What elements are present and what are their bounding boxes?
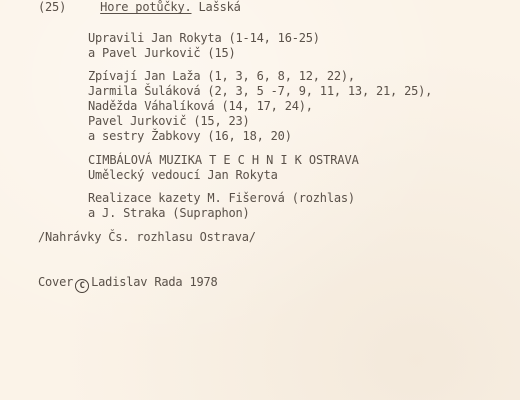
song-title: Hore potůčky. xyxy=(100,0,192,14)
singer-line: Zpívají Jan Laža (1, 3, 6, 8, 12, 22), xyxy=(88,69,355,83)
editors-line-2: a Pavel Jurkovič (15) xyxy=(88,46,236,60)
singer-line: Naděžda Váhalíková (14, 17, 24), xyxy=(88,99,313,113)
copyright-icon: C xyxy=(75,279,89,293)
track-number: (25) xyxy=(38,0,67,14)
ensemble-name: CIMBÁLOVÁ MUZIKA T E C H N I K OSTRAVA xyxy=(88,153,359,167)
cover-prefix: Cover xyxy=(38,275,74,289)
cover-credit-text: Ladislav Rada 1978 xyxy=(91,275,218,289)
realization-line-1: Realizace kazety M. Fišerová (rozhlas) xyxy=(88,191,355,205)
ensemble-leader: Umělecký vedoucí Jan Rokyta xyxy=(88,168,278,182)
singer-line: Jarmila Šuláková (2, 3, 5 -7, 9, 11, 13, 21, 25), xyxy=(88,84,433,98)
recordings-note: /Nahrávky Čs. rozhlasu Ostrava/ xyxy=(38,230,256,244)
singer-line: a sestry Žabkovy (16, 18, 20) xyxy=(88,129,292,143)
singer-line: Pavel Jurkovič (15, 23) xyxy=(88,114,250,128)
track-header xyxy=(38,0,241,15)
realization-line-2: a J. Straka (Supraphon) xyxy=(88,206,250,220)
song-origin: Lašská xyxy=(198,0,241,14)
cover-credit xyxy=(38,275,218,293)
editors-line-1: Upravili Jan Rokyta (1-14, 16-25) xyxy=(88,31,320,45)
